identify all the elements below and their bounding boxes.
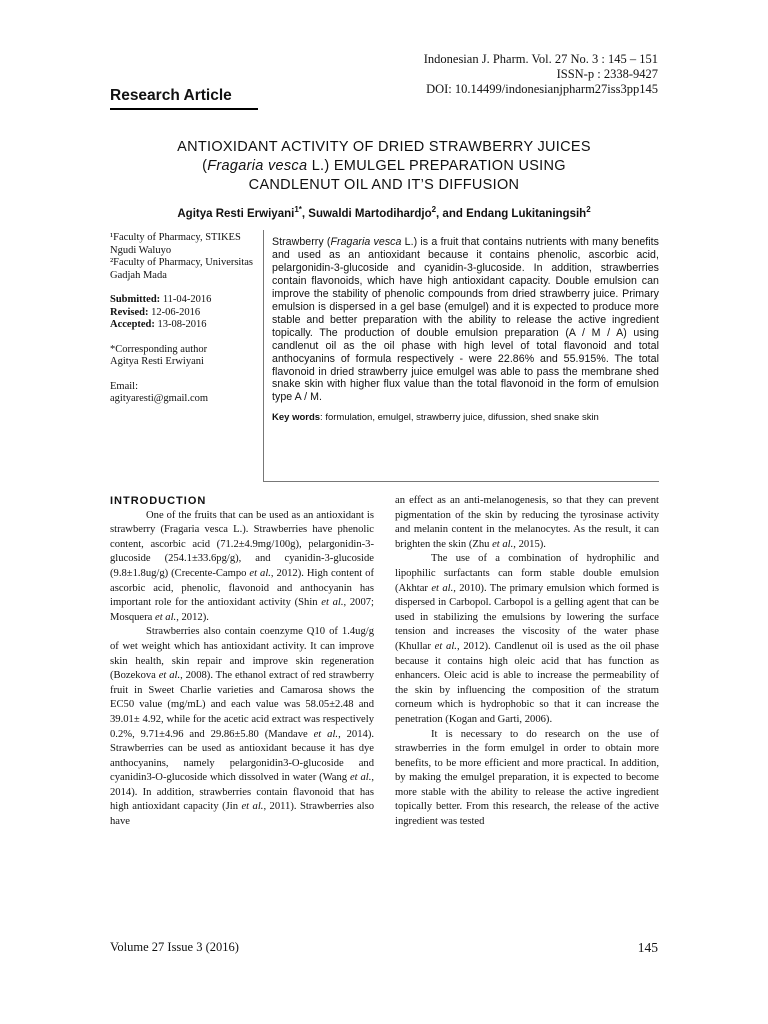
title-species: Fragaria vesca [207,158,308,174]
paper-title [110,138,658,195]
journal-info [424,52,658,97]
page-number: 145 [637,940,658,955]
keywords: Key words: formulation, emulgel, strawberry juice, difussion, shed snake skin [272,412,599,424]
accepted-date: Accepted: 13-08-2016 [110,319,207,330]
revised-date: Revised: 12-06-2016 [110,306,201,318]
journal-issn: ISSN-p : 2338-9427 [556,67,658,81]
article-type-underline [110,108,258,110]
paragraph: an effect as an anti-melanogenesis, so that they can prevent pigmentation of the skin by reducing the tyrosinase activity and melanin content in the melanocytes. As the result, it can brighten the skin (Zhu et al., 2015). [395,495,659,550]
body-column-left [110,494,374,830]
article-metadata [110,232,260,406]
paragraph: It is necessary to do research on the use of strawberries in the form emulgel in order to obtain more benefits, to be more efficient and more practical. In addition, by making the emulgel preparation, it is expected to become more stable with the ability to release the active ingredient topically better. From this research, the release of the active ingredient was tested [395,728,659,828]
footer-volume: Volume 27 Issue 3 (2016) [110,940,239,954]
authors: Agitya Resti Erwiyani$^{1*}$, Suwaldi Martodihardjo$^2$, and Endang Lukitaningsih$^2$ [177,205,591,220]
journal-doi: DOI: 10.14499/indonesianjpharm27iss3pp145 [426,82,658,96]
title-line-1: ANTIOXIDANT ACTIVITY OF DRIED STRAWBERRY JUICES [177,139,591,155]
corresponding-name: Agitya Resti Erwiyani [110,356,204,367]
affiliation-2: ²Faculty of Pharmacy, Universitas Gadjah Mada [110,257,254,281]
abstract-text: Strawberry (Fragaria vesca L.) is a fruit that contains nutrients with many benefits and used as an antioxidant because it contains phenolic, ascorbic acid, pelargonidin-3-glucoside and cyanidin-3-glucoside. In addition, strawberries contain flavonoids, which have high antioxidant capacity. Double emulsion can improve the stability of phenolic compounds from dried strawberry juice. Primary emulsion is dispersed in a gel base (emulgel) and it is expected to produce more stable and better preparation with the ability to release the active ingredient topically. The production of double emulsion preparation (A / M / A) using candlenut oil as the oil phase with high level of total flavonoid and total anthocyanins of formula respectively - were 22.86% and 55.915%. The total flavonoid in dried strawberry juice emulgel was able to pass the membrane shed snake skin with higher flux value than the total flavonoid in the form of emulsion type A / M. [272,236,659,404]
affiliation-1: ¹Faculty of Pharmacy, STIKES Ngudi Waluyo [110,232,241,256]
article-type: Research Article [110,87,232,104]
email-address: agityaresti@gmail.com [110,393,209,404]
submitted-date: Submitted: 11-04-2016 [110,294,212,305]
section-heading-introduction: INTRODUCTION [110,495,207,507]
paragraph: One of the fruits that can be used as an antioxidant is strawberry (Fragaria vesca L.). Strawberries have phenolic content, ascorbic acid (71.2±4.9mg/100g), pelargonidin-3-glucoside (254.1±33.6pg/g), and cyanidin-3-glucoside (9.8±1.8ug/g) (Crecente-Campo et al., 2012). High content of ascorbic acid, phenolic, flavonoid and anthocyanin has important role for the antioxidant activity (Shin et al., 2007; Mosquera et al., 2012). [110,509,374,623]
title-line-2: (Fragaria vesca L.) EMULGEL PREPARATION USING [202,158,566,174]
title-line-3: CANDLENUT OIL AND IT’S DIFFUSION [248,177,520,193]
body-column-right [395,494,659,830]
paragraph: The use of a combination of hydrophilic and lipophilic surfactants can form stable double emulsion (Akhtar et al., 2010). The primary emulsion which formed is dispersed in Carbopol. Carbopol is a gelling agent that can be used in stabilizing the emulsions by lowering the surface tension and increases the viscosity of the water phase (Khullar et al., 2012). Candlenut oil is used as the oil phase because it contains high oleic acid that has function as enhancers. Oleic acid is able to increase the permeability of the skin by influencing the composition of the stratum corneum which is hydrophobic so that it can increase the penetration (Kogan and Garti, 2006). [395,553,659,725]
author-1: Agitya Resti Erwiyani [177,207,295,220]
abstract-box [263,230,659,482]
corresponding-label: *Corresponding author [110,343,208,355]
email-label: Email: [110,380,138,392]
author-2: , Suwaldi Martodihardjo [301,207,432,220]
journal-citation: Indonesian J. Pharm. Vol. 27 No. 3 : 145 – 151 [423,52,658,66]
author-3: , and Endang Lukitaningsih [436,207,587,220]
paragraph: Strawberries also contain coenzyme Q10 of 1.4ug/g of wet weight which has antioxidant activity. It can improve skin health, skin repair and improve skin regeneration (Bozekova et al., 2008). The ethanol extract of red strawberry fruit in Sweet Charlie varieties and Camarosa shows the EC50 value (mg/mL) and each value was 58.05±2.48 and 39.01± 4.92, while for the acetic acid extract was respectively 0.2%, 9.71±4.96 and 29.86±5.80 (Mandave et al., 2014). Strawberries can be used as antioxidant because it has dye anthocyanins, namely pelargonidin3-O-glucoside and cyanidin3-O-glucoside which dissolved in water (Wang et al., 2014). In addition, strawberries contain flavonoid that has high antioxidant capacity (Jin et al., 2011). Strawberries also have [110,626,374,828]
